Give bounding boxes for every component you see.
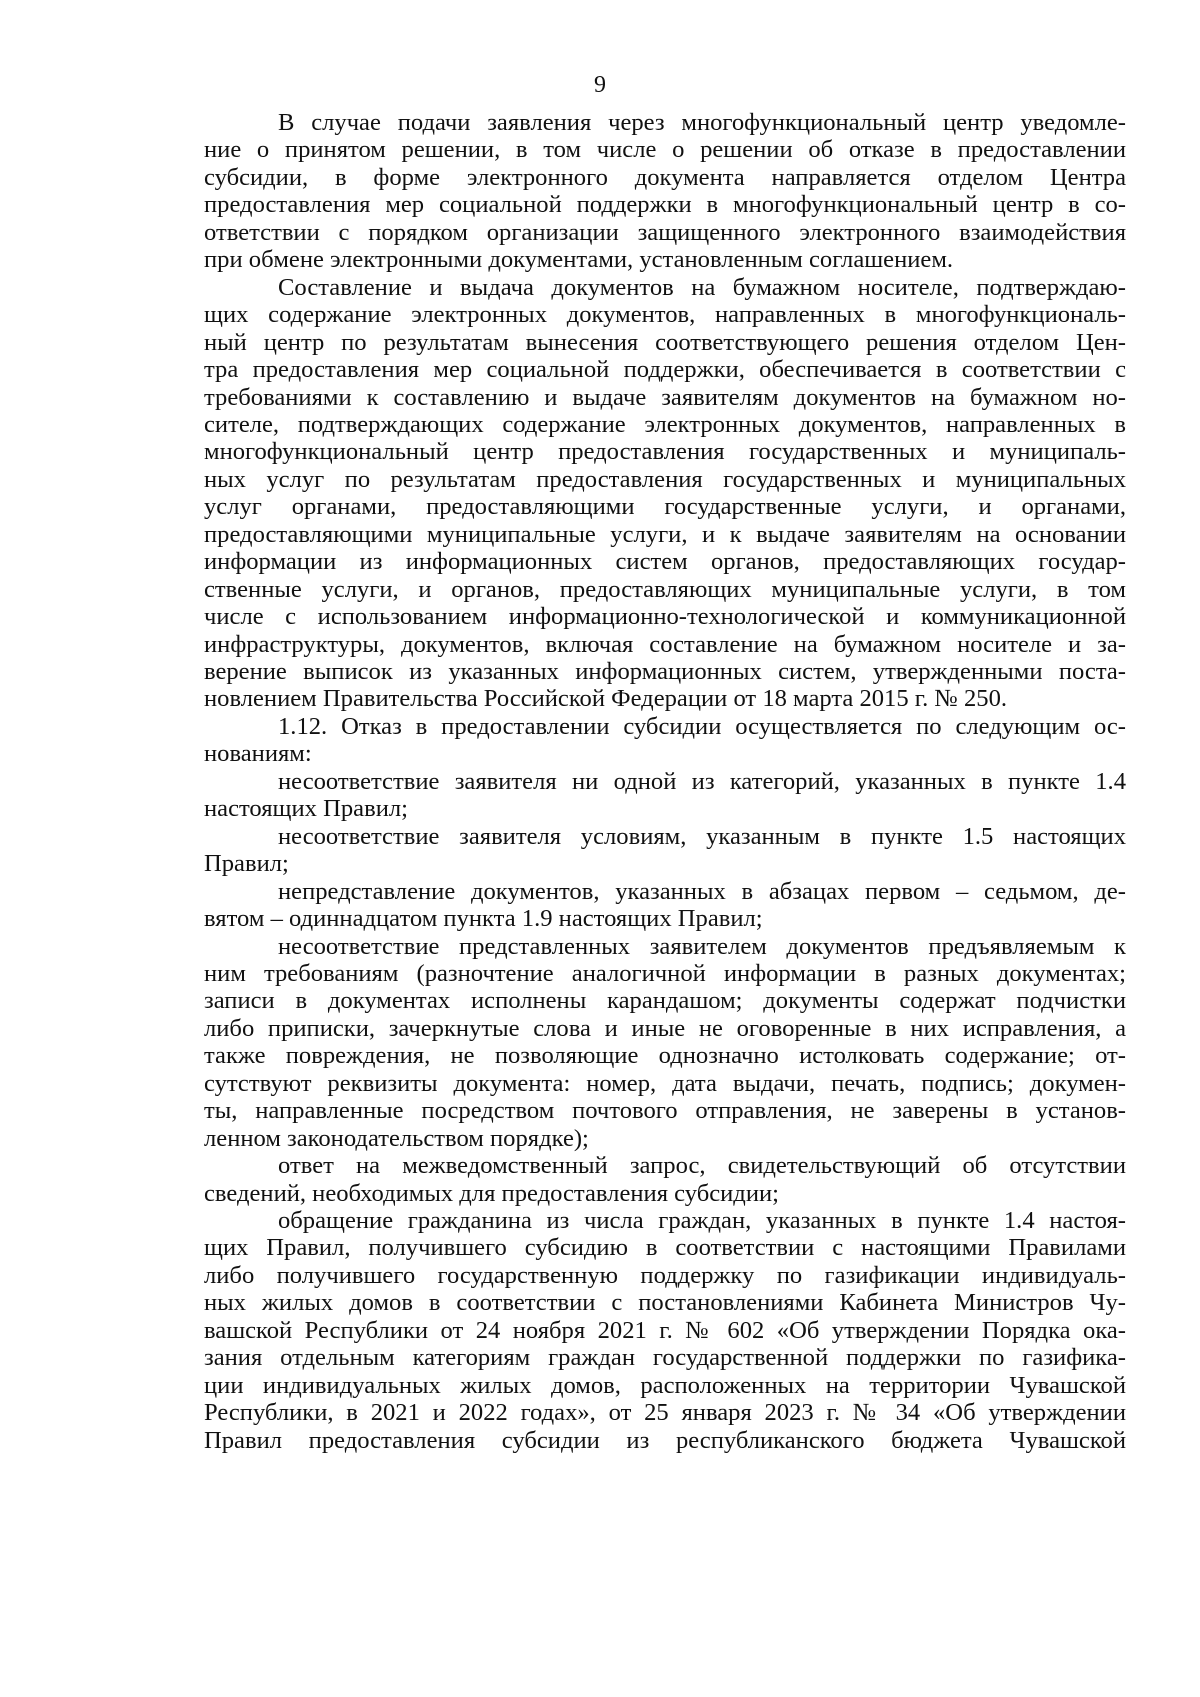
text-line: записи в документах исполнены карандашом; документы содержат подчистки [204, 987, 1126, 1015]
text-line: многофункциональный центр предоставления государственных и муниципаль- [204, 438, 1126, 466]
text-line: несоответствие представленных заявителем документов предъявляемым к [278, 932, 1126, 960]
text-line: верение выписок из указанных информационных систем, утвержденными поста- [204, 658, 1126, 685]
text-line: ним требованиям (разночтение аналогичной информации в разных документах; [204, 959, 1126, 987]
page-number: 9 [594, 72, 606, 98]
text-line: ние о принятом решении, в том числе о решении об отказе в предоставлении [204, 136, 1126, 164]
text-line: ных услуг по результатам предоставления государственных и муниципальных [204, 465, 1126, 493]
text-line: непредставление документов, указанных в абзацах первом – седьмом, де- [278, 877, 1126, 905]
text-line: щих Правил, получившего субсидию в соответствии с настоящими Правилами [204, 1234, 1126, 1262]
text-line: предоставления мер социальной поддержки в многофункциональный центр в со- [204, 191, 1126, 219]
text-line: услуг органами, предоставляющими государственные услуги, и органами, [204, 493, 1126, 521]
text-line: новлением Правительства Российской Федерации от 18 марта 2015 г. № 250. [204, 685, 1008, 713]
text-line: ты, направленные посредством почтового отправления, не заверены в установ- [204, 1097, 1126, 1125]
text-line: нованиям: [204, 740, 312, 768]
text-line: ленном законодательством порядке); [204, 1124, 589, 1152]
text-line: В случае подачи заявления через многофункциональный центр уведомле- [278, 109, 1126, 136]
text-line: Составление и выдача документов на бумажном носителе, подтверждаю- [278, 273, 1126, 301]
text-line: Правил; [204, 850, 289, 878]
text-line: несоответствие заявителя условиям, указанным в пункте 1.5 настоящих [278, 822, 1126, 850]
text-line: сителе, подтверждающих содержание электронных документов, направленных в [204, 410, 1126, 438]
text-line: либо получившего государственную поддержку по газификации индивидуаль- [204, 1261, 1126, 1289]
text-line: 1.12. Отказ в предоставлении субсидии осуществляется по следующим ос- [278, 712, 1126, 740]
text-line: щих содержание электронных документов, направленных в многофункциональ- [204, 301, 1126, 329]
text-line: тра предоставления мер социальной поддержки, обеспечивается в соответствии с [204, 356, 1126, 384]
text-line: информации из информационных систем органов, предоставляющих государ- [204, 548, 1126, 576]
text-line: также повреждения, не позволяющие однозначно истолковать содержание; от- [204, 1042, 1126, 1070]
text-line: обращение гражданина из числа граждан, указанных в пункте 1.4 настоя- [278, 1207, 1126, 1234]
text-line: вятом – одиннадцатом пункта 1.9 настоящих Правил; [204, 905, 763, 933]
text-line: предоставляющими муниципальные услуги, и к выдаче заявителям на основании [204, 520, 1126, 548]
text-line: сведений, необходимых для предоставления субсидии; [204, 1179, 779, 1207]
text-line: при обмене электронными документами, установленным соглашением. [204, 246, 954, 274]
text-line: ответ на межведомственный запрос, свидетельствующий об отсутствии [278, 1152, 1126, 1180]
text-line: настоящих Правил; [204, 795, 408, 823]
text-line: сутствуют реквизиты документа: номер, дата выдачи, печать, подпись; докумен- [204, 1069, 1126, 1097]
text-line: ции индивидуальных жилых домов, расположенных на территории Чувашской [204, 1371, 1126, 1399]
text-line: либо приписки, зачеркнутые слова и иные не оговоренные в них исправления, а [204, 1014, 1126, 1042]
text-line: зания отдельным категориям граждан государственной поддержки по газифика- [204, 1344, 1126, 1372]
text-line: Республики, в 2021 и 2022 годах», от 25 января 2023 г. № 34 «Об утверждении [204, 1399, 1126, 1427]
text-line: субсидии, в форме электронного документа направляется отделом Центра [204, 163, 1126, 191]
text-line: несоответствие заявителя ни одной из категорий, указанных в пункте 1.4 [278, 767, 1126, 795]
text-line: инфраструктуры, документов, включая составление на бумажном носителе и за- [204, 630, 1126, 658]
text-line: Правил предоставления субсидии из республиканского бюджета Чувашской [204, 1426, 1126, 1454]
text-line: вашской Республики от 24 ноября 2021 г. № 602 «Об утверждении Порядка ока- [204, 1316, 1126, 1344]
text-line: требованиями к составлению и выдаче заявителям документов на бумажном но- [204, 383, 1126, 411]
text-line: числе с использованием информационно-технологической и коммуникационной [204, 603, 1126, 631]
text-line: ный центр по результатам вынесения соответствующего решения отделом Цен- [204, 328, 1126, 356]
text-line: ственные услуги, и органов, предоставляющих муниципальные услуги, в том [204, 575, 1126, 603]
text-line: ответствии с порядком организации защищенного электронного взаимодействия [204, 218, 1126, 246]
text-line: ных жилых домов в соответствии с постановлениями Кабинета Министров Чу- [204, 1289, 1126, 1317]
